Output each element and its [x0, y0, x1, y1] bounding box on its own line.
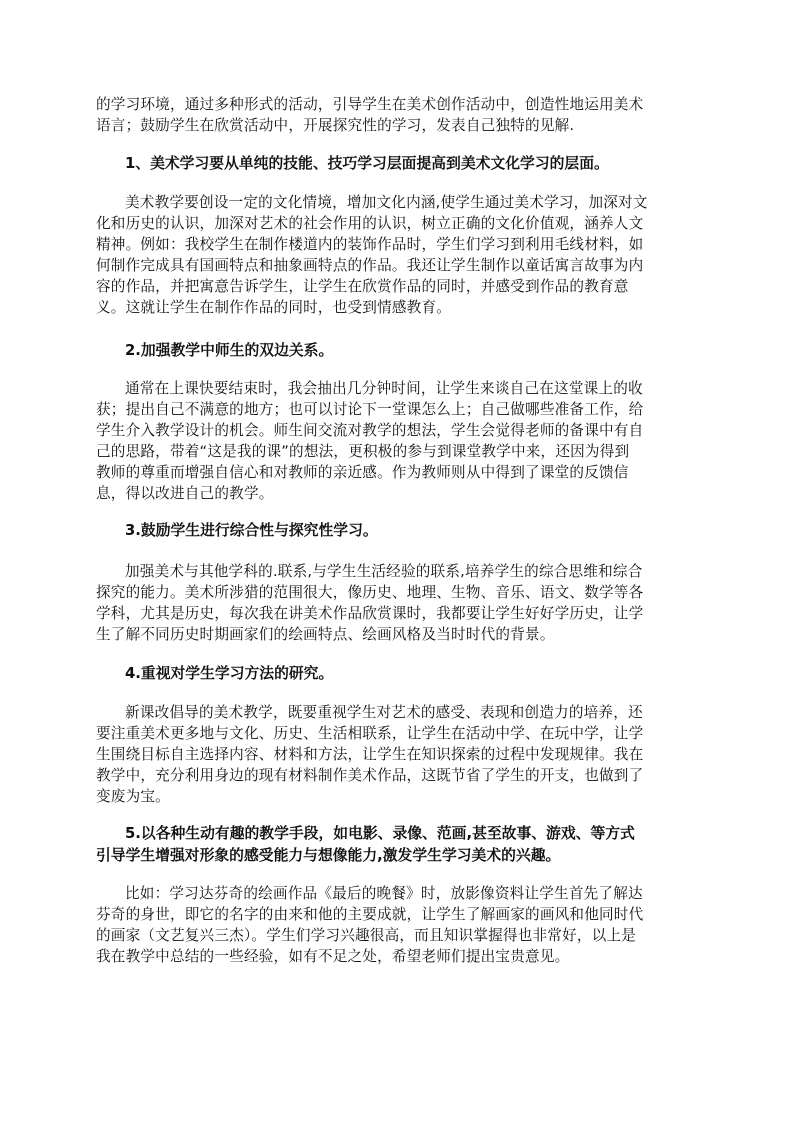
text-line: 要注重美术更多地与文化、历史、生活相联系，让学生在活动中学、在玩中学，让学	[96, 725, 644, 742]
text-line: 教师的尊重而增强自信心和对教师的亲近感。作为教师则从中得到了课堂的反馈信	[96, 464, 629, 481]
text-line: 获；提出自己不满意的地方；也可以讨论下一堂课怎么上；自己做哪些准备工作，给	[96, 401, 644, 418]
text-line: 比如：学习达芬奇的绘画作品《最后的晚餐》时，放影像资料让学生首先了解达	[125, 885, 643, 902]
text-line: 义。这就让学生在制作作品的同时，也受到情感教育。	[96, 299, 452, 316]
text-line: 学科，尤其是历史，每次我在讲美术作品欣赏课时，我都要让学生好好学历史，让学	[96, 605, 644, 622]
intro-paragraph	[96, 94, 700, 136]
text-line: 美术教学要创设一定的文化情境，增加文化内涵,使学生通过美术学习，加深对文	[125, 194, 648, 211]
section-2-paragraph	[96, 378, 700, 504]
text-line: 精神。例如：我校学生在制作楼道内的装饰作品时，学生们学习到利用毛线材料，如	[96, 236, 644, 253]
text-line: 的画家（文艺复兴三杰）。学生们学习兴趣很高，而且知识掌握得也非常好，以上是	[96, 927, 637, 944]
text-line: 探究的能力。美术所涉猎的范围很大，像历史、地理、生物、音乐、语文、数学等各	[96, 584, 644, 601]
text-line: 教学中，充分利用身边的现有材料制作美术作品，这既节省了学生的开支，也做到了	[96, 767, 644, 784]
text-line: 变废为宝。	[96, 788, 170, 805]
text-line: 息，得以改进自己的教学。	[96, 485, 274, 502]
text-line: 容的作品，并把寓意告诉学生，让学生在欣赏作品的同时，并感受到作品的教育意	[96, 278, 629, 295]
section-1-heading: 1、美术学习要从单纯的技能、技巧学习层面提高到美术文化学习的层面。	[125, 155, 609, 172]
text-line: 何制作完成具有国画特点和抽象画特点的作品。我还让学生制作以童话寓言故事为内	[96, 257, 644, 274]
section-2-heading: 2.加强教学中师生的双边关系。	[125, 342, 334, 359]
text-line: 新课改倡导的美术教学，既要重视学生对艺术的感受、表现和创造力的培养，还	[125, 704, 643, 721]
text-line: 化和历史的认识，加深对艺术的社会作用的认识，树立正确的文化价值观，涵养人文	[96, 215, 644, 232]
text-line: 生了解不同历史时期画家们的绘画特点、绘画风格及当时时代的背景。	[96, 626, 555, 643]
text-line: 通常在上课快要结束时，我会抽出几分钟时间，让学生来谈自己在这堂课上的收	[125, 380, 643, 397]
text-line: 学生介入教学设计的机会。师生间交流对教学的想法，学生会觉得老师的备课中有自	[96, 422, 644, 439]
text-line: 我在教学中总结的一些经验，如有不足之处，希望老师们提出宝贵意见。	[96, 948, 570, 965]
section-3-heading: 3.鼓励学生进行综合性与探究性学习。	[125, 522, 378, 539]
text-line: 芬奇的身世，即它的名字的由来和他的主要成就，让学生了解画家的画风和他同时代	[96, 906, 644, 923]
text-line: 己的思路，带着“这是我的课”的想法，更积极的参与到课堂教学中来，还因为得到	[96, 443, 630, 460]
section-4-paragraph	[96, 702, 700, 807]
section-5-heading: 5.以各种生动有趣的教学手段，如电影、录像、范画,甚至故事、游戏、等方式 引导学生增强对形象的感受能力与想像能力,激发学生学习美术的兴趣。	[96, 825, 635, 864]
section-3-paragraph	[96, 561, 700, 645]
section-5-paragraph	[96, 883, 700, 967]
section-4-heading: 4.重视对学生学习方法的研究。	[125, 665, 334, 682]
text-line: 的学习环境，通过多种形式的活动，引导学生在美术创作活动中，创造性地运用美术	[96, 96, 644, 113]
text-line: 语言；鼓励学生在欣赏活动中，开展探究性的学习，发表自己独特的见解.	[96, 117, 575, 134]
text-line: 生围绕目标自主选择内容、材料和方法，让学生在知识探索的过程中发现规律。我在	[96, 746, 644, 763]
text-line: 加强美术与其他学科的.联系,与学生生活经验的联系,培养学生的综合思维和综合	[125, 563, 643, 580]
section-1-paragraph	[96, 192, 700, 318]
